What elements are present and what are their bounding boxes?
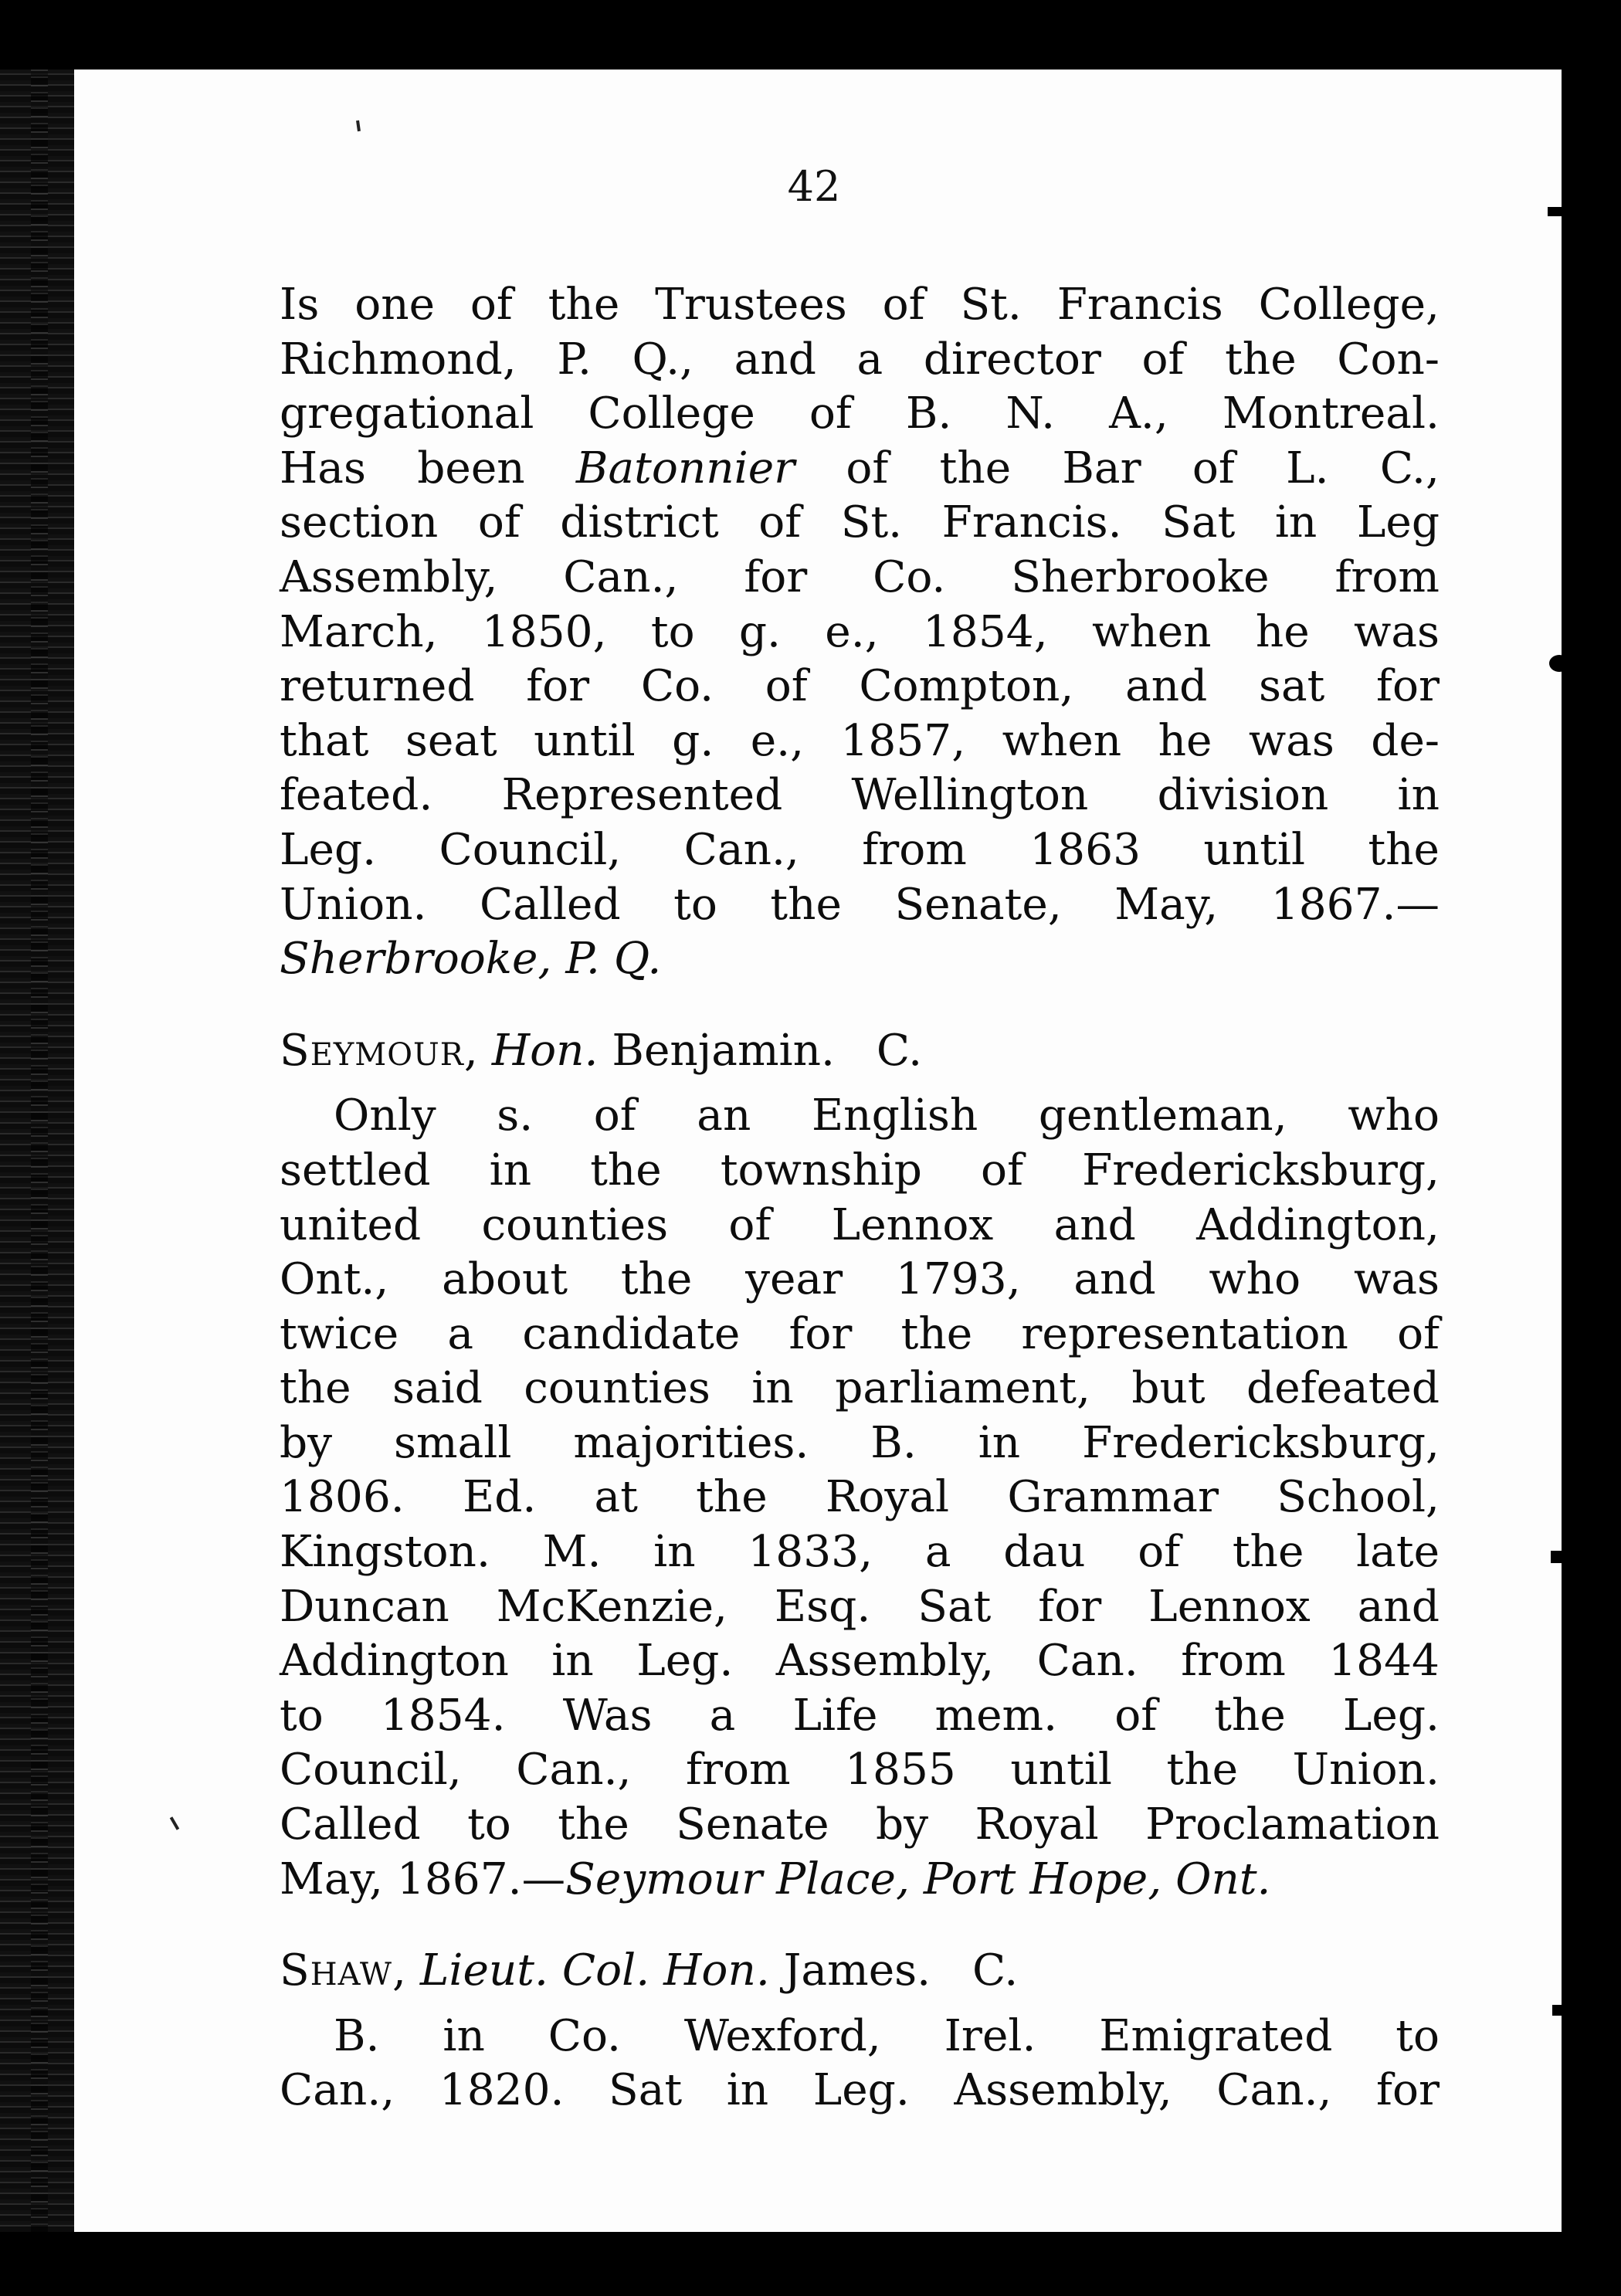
text-line: Ont., about the year 1793, and who was [280,1254,1440,1305]
text-line: twice a candidate for the representation of [280,1308,1440,1359]
honorific: Lieut. Col. Hon. [419,1945,770,1996]
page-margin [1554,70,1562,2232]
scan-gutter [0,70,74,2232]
text-line: Called to the Senate by Royal Proclamation [280,1799,1440,1850]
party-affiliation: C. [972,1945,1019,1996]
text-line: Kingston. M. in 1833, a dau of the late [280,1527,1440,1578]
ink-speck [356,120,361,131]
text-line: Leg. Council, Can., from 1863 until the [280,824,1440,875]
text-line: Is one of the Trustees of St. Francis College, [280,280,1440,330]
text-line: Richmond, P. Q., and a director of the Con- [280,334,1440,385]
address-line: Sherbrooke, P. Q. [280,934,662,985]
text-line: gregational College of B. N. A., Montreal. [280,388,1440,439]
page-number: 42 [787,162,841,211]
text-line: section of district of St. Francis. Sat in Leg [280,497,1440,548]
text-line: returned for Co. of Compton, and sat for [280,661,1440,712]
text-line: Union. Called to the Senate, May, 1867.— [280,879,1440,930]
text-line: Assembly, Can., for Co. Sherbrooke from [280,551,1440,602]
entry-heading-shaw: Shaw, Lieut. Col. Hon. James. C. [280,1945,1019,1996]
edge-notch [1548,207,1569,216]
text-line: Addington in Leg. Assembly, Can. from 1844 [280,1636,1440,1687]
text-line: settled in the township of Fredericksburg, [280,1145,1440,1195]
ink-speck [170,1816,179,1830]
surname: Seymour [280,1025,464,1076]
text-line: united counties of Lennox and Addington, [280,1199,1440,1250]
address-line: May, 1867.—Seymour Place, Port Hope, Ont. [280,1853,1271,1904]
text-line: Has been Batonnier of the Bar of L. C., [280,443,1440,493]
given-name: Benjamin. [612,1025,835,1076]
surname: Shaw [280,1945,392,1996]
text-line: Can., 1820. Sat in Leg. Assembly, Can., for [280,2065,1440,2116]
text-line: B. in Co. Wexford, Irel. Emigrated to [334,2010,1440,2061]
text-line: the said counties in parliament, but defeated [280,1363,1440,1414]
binding-edge [1562,62,1572,2232]
edge-notch [1551,1551,1569,1563]
text-line: feated. Represented Wellington division in [280,770,1440,821]
book-page [74,70,1554,2232]
entry-heading-seymour: Seymour, Hon. Benjamin. C. [280,1025,923,1076]
edge-notch [1549,655,1569,672]
party-affiliation: C. [876,1025,923,1076]
italic-term: Batonnier [575,443,795,493]
text-line: by small majorities. B. in Fredericksburg, [280,1417,1440,1468]
text-line: Duncan McKenzie, Esq. Sat for Lennox and [280,1581,1440,1632]
text-line: to 1854. Was a Life mem. of the Leg. [280,1690,1440,1741]
text-line: 1806. Ed. at the Royal Grammar School, [280,1472,1440,1523]
honorific: Hon. [491,1025,599,1076]
text-line: Council, Can., from 1855 until the Union. [280,1745,1440,1796]
text-line: Only s. of an English gentleman, who [334,1090,1440,1141]
edge-notch [1552,2005,1569,2016]
given-name: James. [783,1945,931,1996]
text-line: that seat until g. e., 1857, when he was de- [280,715,1440,766]
page-body [280,278,1440,2118]
text-line: March, 1850, to g. e., 1854, when he was [280,606,1440,657]
